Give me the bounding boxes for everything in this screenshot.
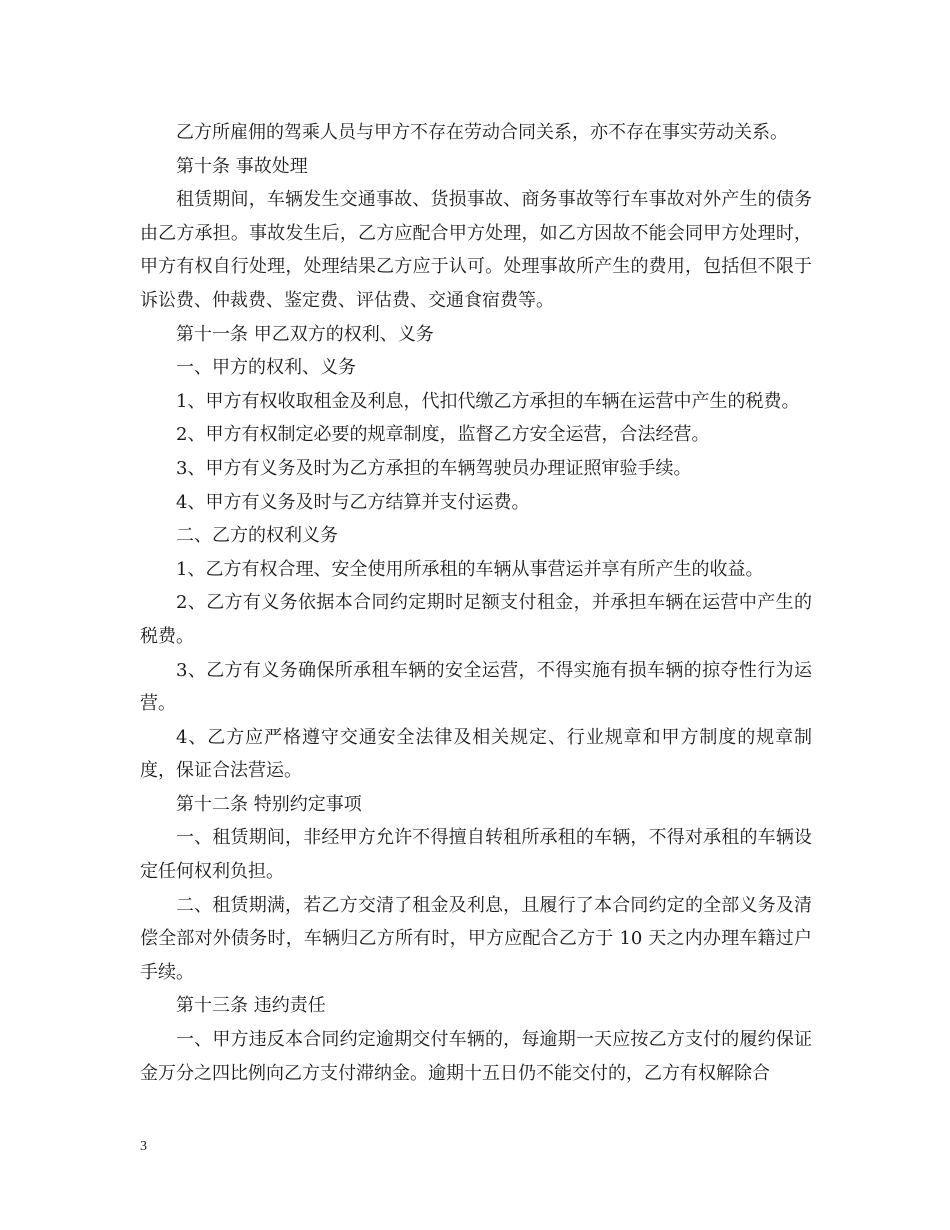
paragraph: 租赁期间，车辆发生交通事故、货损事故、商务事故等行车事故对外产生的债务由乙方承担。事故发生后，乙方应配合甲方处理，如乙方因故不能会同甲方处理时，甲方有权自行处理，处理结果乙方应于认可。处理事故所产生的费用，包括但不限于诉讼费、仲裁费、鉴定费、评估费、交通食宿费等。 xyxy=(140,189,812,311)
list-item: 3、甲方有义务及时为乙方承担的车辆驾驶员办理证照审验手续。 xyxy=(176,457,692,479)
list-item: 2、甲方有权制定必要的规章制度，监督乙方安全运营，合法经营。 xyxy=(176,424,710,446)
list-item: 3、乙方有义务确保所承租车辆的安全运营，不得实施有损车辆的掠夺性行为运营。 xyxy=(140,659,812,715)
article-heading: 第十条 事故处理 xyxy=(176,155,308,177)
list-item: 2、乙方有义务依据本合同约定期时足额支付租金，并承担车辆在运营中产生的税费。 xyxy=(140,592,812,647)
section-heading: 一、甲方的权利、义务 xyxy=(176,357,356,379)
article-heading: 第十三条 违约责任 xyxy=(176,995,326,1017)
paragraph: 一、租赁期间，非经甲方允许不得擅自转租所承租的车辆，不得对承租的车辆设定任何权利负担。 xyxy=(140,827,812,883)
section-heading: 二、乙方的权利义务 xyxy=(176,525,338,547)
list-item: 1、乙方有权合理、安全使用所承租的车辆从事营运并享有所产生的收益。 xyxy=(176,558,764,580)
paragraph: 乙方所雇佣的驾乘人员与甲方不存在劳动合同关系，亦不存在事实劳动关系。 xyxy=(176,122,788,143)
document-body xyxy=(140,116,812,1090)
paragraph: 二、租赁期满，若乙方交清了租金及利息，且履行了本合同约定的全部义务及清偿全部对外债务时，车辆归乙方所有时，甲方应配合乙方于 10 天之内办理车籍过户手续。 xyxy=(140,894,812,983)
paragraph: 一、甲方违反本合同约定逾期交付车辆的，每逾期一天应按乙方支付的履约保证金万分之四比例向乙方支付滞纳金。逾期十五日仍不能交付的，乙方有权解除合 xyxy=(140,1029,812,1084)
list-item: 1、甲方有权收取租金及利息，代扣代缴乙方承担的车辆在运营中产生的税费。 xyxy=(176,390,800,412)
article-heading: 第十二条 特别约定事项 xyxy=(176,793,362,815)
list-item: 4、乙方应严格遵守交通安全法律及相关规定、行业规章和甲方制度的规章制度，保证合法营运。 xyxy=(140,726,812,782)
article-heading: 第十一条 甲乙双方的权利、义务 xyxy=(176,323,434,345)
list-item: 4、甲方有义务及时与乙方结算并支付运费。 xyxy=(176,491,530,513)
page-number: 3 xyxy=(140,1139,147,1154)
